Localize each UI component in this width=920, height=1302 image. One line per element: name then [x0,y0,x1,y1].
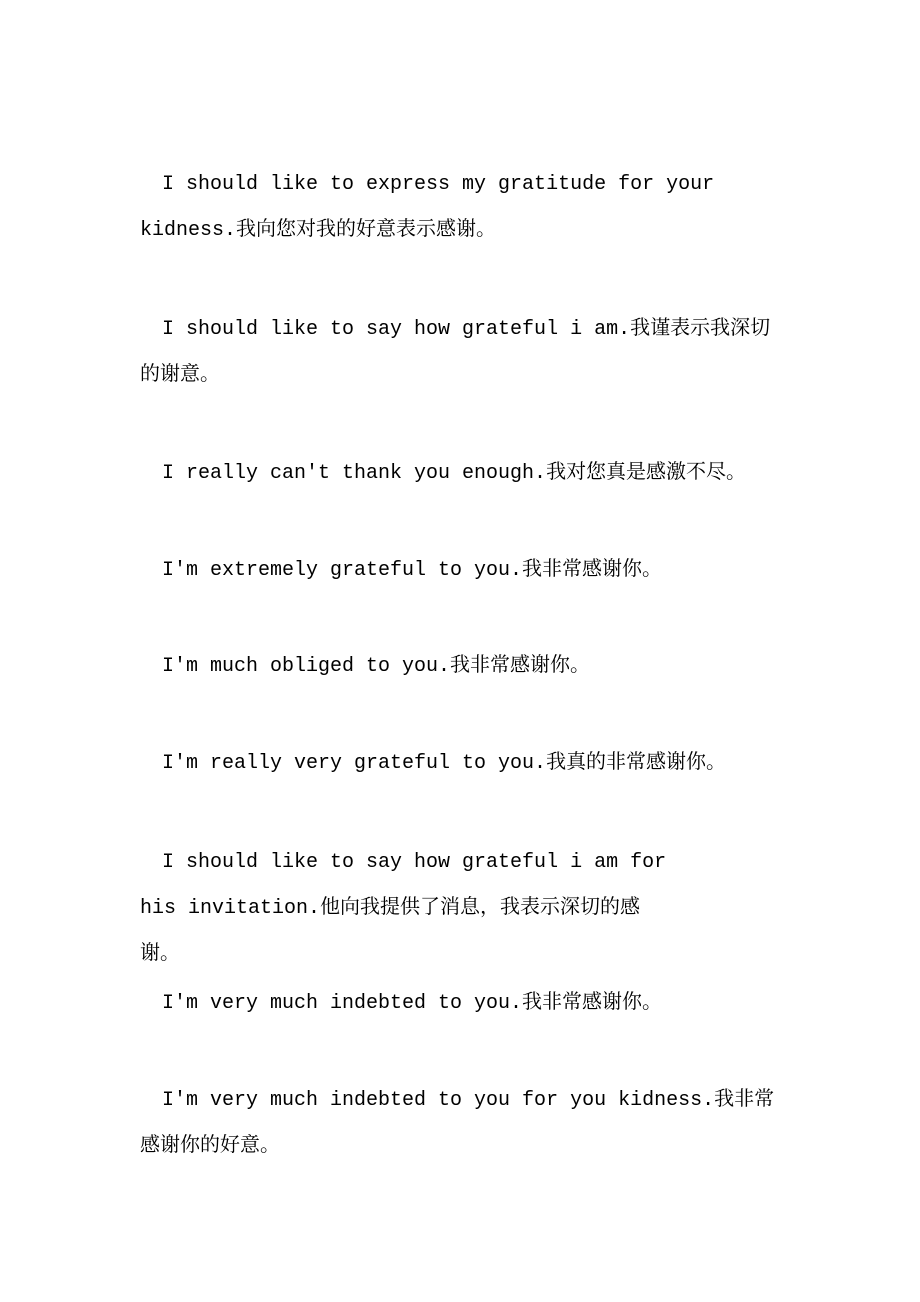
paragraph: I should like to say how grateful i am for his invitation.他向我提供了消息，我表示深切的感谢。 [140,851,667,966]
paragraph: I'm much obliged to you.我非常感谢你。 [162,655,591,678]
paragraph: I should like to say how grateful i am.我谨表示我深切的谢意。 [140,318,771,387]
paragraph: I'm very much indebted to you for you kidness.我非常感谢你的好意。 [140,1089,775,1158]
paragraph: I'm really very grateful to you.我真的非常感谢你。 [162,752,727,775]
paragraph: I'm very much indebted to you.我非常感谢你。 [162,992,663,1015]
paragraph: I really can't thank you enough.我对您真是感激不尽。 [162,462,747,485]
paragraph: I'm extremely grateful to you.我非常感谢你。 [162,559,663,582]
paragraph: I should like to express my gratitude for your kidness.我向您对我的好意表示感谢。 [140,173,715,242]
